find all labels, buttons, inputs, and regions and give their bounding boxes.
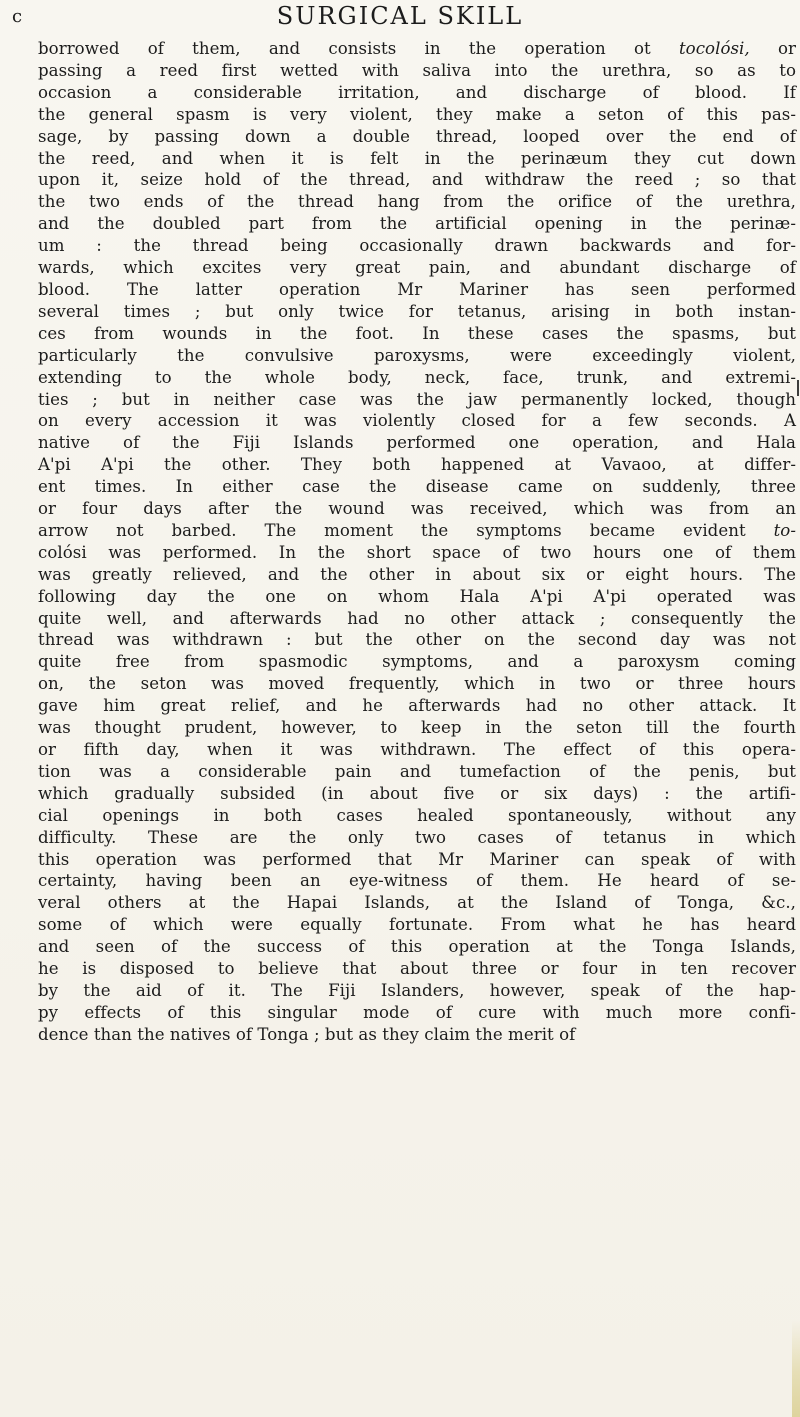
- text-line: the two ends of the thread hang from the orifice of the urethra,: [38, 192, 796, 212]
- text-line: thread was withdrawn : but the other on the second day was not: [38, 630, 796, 650]
- text-line: borrowed of them, and consists in the operation ot tocolósi, or: [38, 39, 796, 58]
- italic-term: to-: [773, 520, 796, 540]
- text-line: by the aid of it. The Fiji Islanders, however, speak of the hap-: [38, 980, 796, 1000]
- text-line: several times ; but only twice for tetanus, arising in both instan-: [38, 301, 796, 321]
- text-line: ces from wounds in the foot. In these cases the spasms, but: [38, 323, 796, 343]
- page-edge-stain: [792, 1320, 800, 1417]
- margin-mark: [797, 380, 799, 396]
- text-line: following day the one on whom Hala A'pi A'pi operated was: [38, 586, 796, 606]
- text-line: particularly the convulsive paroxysms, were exceedingly violent,: [38, 345, 796, 365]
- text-line: certainty, having been an eye-witness of them. He heard of se-: [38, 871, 796, 891]
- text-line: and the doubled part from the artificial opening in the perinæ-: [38, 214, 796, 234]
- running-header: [0, 0, 800, 34]
- text-line: dence than the natives of Tonga ; but as they claim the merit of: [38, 1024, 576, 1044]
- text-line: um : the thread being occasionally drawn backwards and for-: [38, 236, 796, 256]
- body-text: [38, 38, 796, 1046]
- text-line: tion was a considerable pain and tumefaction of the penis, but: [38, 761, 796, 781]
- text-line: py effects of this singular mode of cure with much more confi-: [38, 1002, 796, 1022]
- text-line: extending to the whole body, neck, face, trunk, and extremi-: [38, 367, 796, 387]
- text-line: the reed, and when it is felt in the perinæum they cut down: [38, 148, 796, 168]
- text-line: and seen of the success of this operation at the Tonga Islands,: [38, 937, 796, 957]
- text-line: was greatly relieved, and the other in about six or eight hours. The: [38, 564, 796, 584]
- text-line: which gradually subsided (in about five or six days) : the artifi-: [38, 783, 796, 803]
- text-line: was thought prudent, however, to keep in the seton till the fourth: [38, 718, 796, 738]
- text-line: difficulty. These are the only two cases of tetanus in which: [38, 827, 796, 847]
- italic-term: tocolósi,: [678, 39, 750, 58]
- text-line: passing a reed first wetted with saliva into the urethra, so as to: [38, 60, 796, 80]
- text-line: colósi was performed. In the short space of two hours one of them: [38, 542, 796, 562]
- text-line: on every accession it was violently closed for a few seconds. A: [38, 411, 796, 431]
- text-line: cial openings in both cases healed spontaneously, without any: [38, 805, 796, 825]
- text-line: sage, by passing down a double thread, looped over the end of: [38, 126, 796, 146]
- text-line: ent times. In either case the disease came on suddenly, three: [38, 477, 796, 497]
- text-line: some of which were equally fortunate. From what he has heard: [38, 915, 796, 935]
- running-title: SURGICAL SKILL: [276, 2, 524, 30]
- text-line: A'pi A'pi the other. They both happened at Vavaoo, at differ-: [38, 455, 796, 475]
- text-line: he is disposed to believe that about three or four in ten recover: [38, 959, 796, 979]
- text-line: veral others at the Hapai Islands, at the Island of Tonga, &c.,: [38, 893, 796, 913]
- text-line: the general spasm is very violent, they make a seton of this pas-: [38, 104, 796, 124]
- text-line: quite well, and afterwards had no other attack ; consequently the: [38, 608, 796, 628]
- text-line: this operation was performed that Mr Mariner can speak of with: [38, 849, 796, 869]
- text-line: or fifth day, when it was withdrawn. The effect of this opera-: [38, 740, 796, 759]
- text-line: occasion a considerable irritation, and discharge of blood. If: [38, 82, 796, 102]
- section-letter: c: [12, 6, 24, 27]
- text-line: or four days after the wound was received, which was from an: [38, 499, 796, 519]
- text-line: on, the seton was moved frequently, which in two or three hours: [38, 674, 796, 694]
- text-line: arrow not barbed. The moment the symptoms became evident to-: [38, 520, 796, 540]
- text-line: ties ; but in neither case was the jaw permanently locked, though: [38, 389, 796, 409]
- text-line: wards, which excites very great pain, and abundant discharge of: [38, 258, 796, 278]
- text-line: upon it, seize hold of the thread, and withdraw the reed ; so that: [38, 170, 796, 190]
- text-line: blood. The latter operation Mr Mariner has seen performed: [38, 279, 796, 299]
- text-line: native of the Fiji Islands performed one operation, and Hala: [38, 433, 796, 453]
- text-line: gave him great relief, and he afterwards had no other attack. It: [38, 696, 796, 716]
- text-line: quite free from spasmodic symptoms, and a paroxysm coming: [38, 652, 796, 672]
